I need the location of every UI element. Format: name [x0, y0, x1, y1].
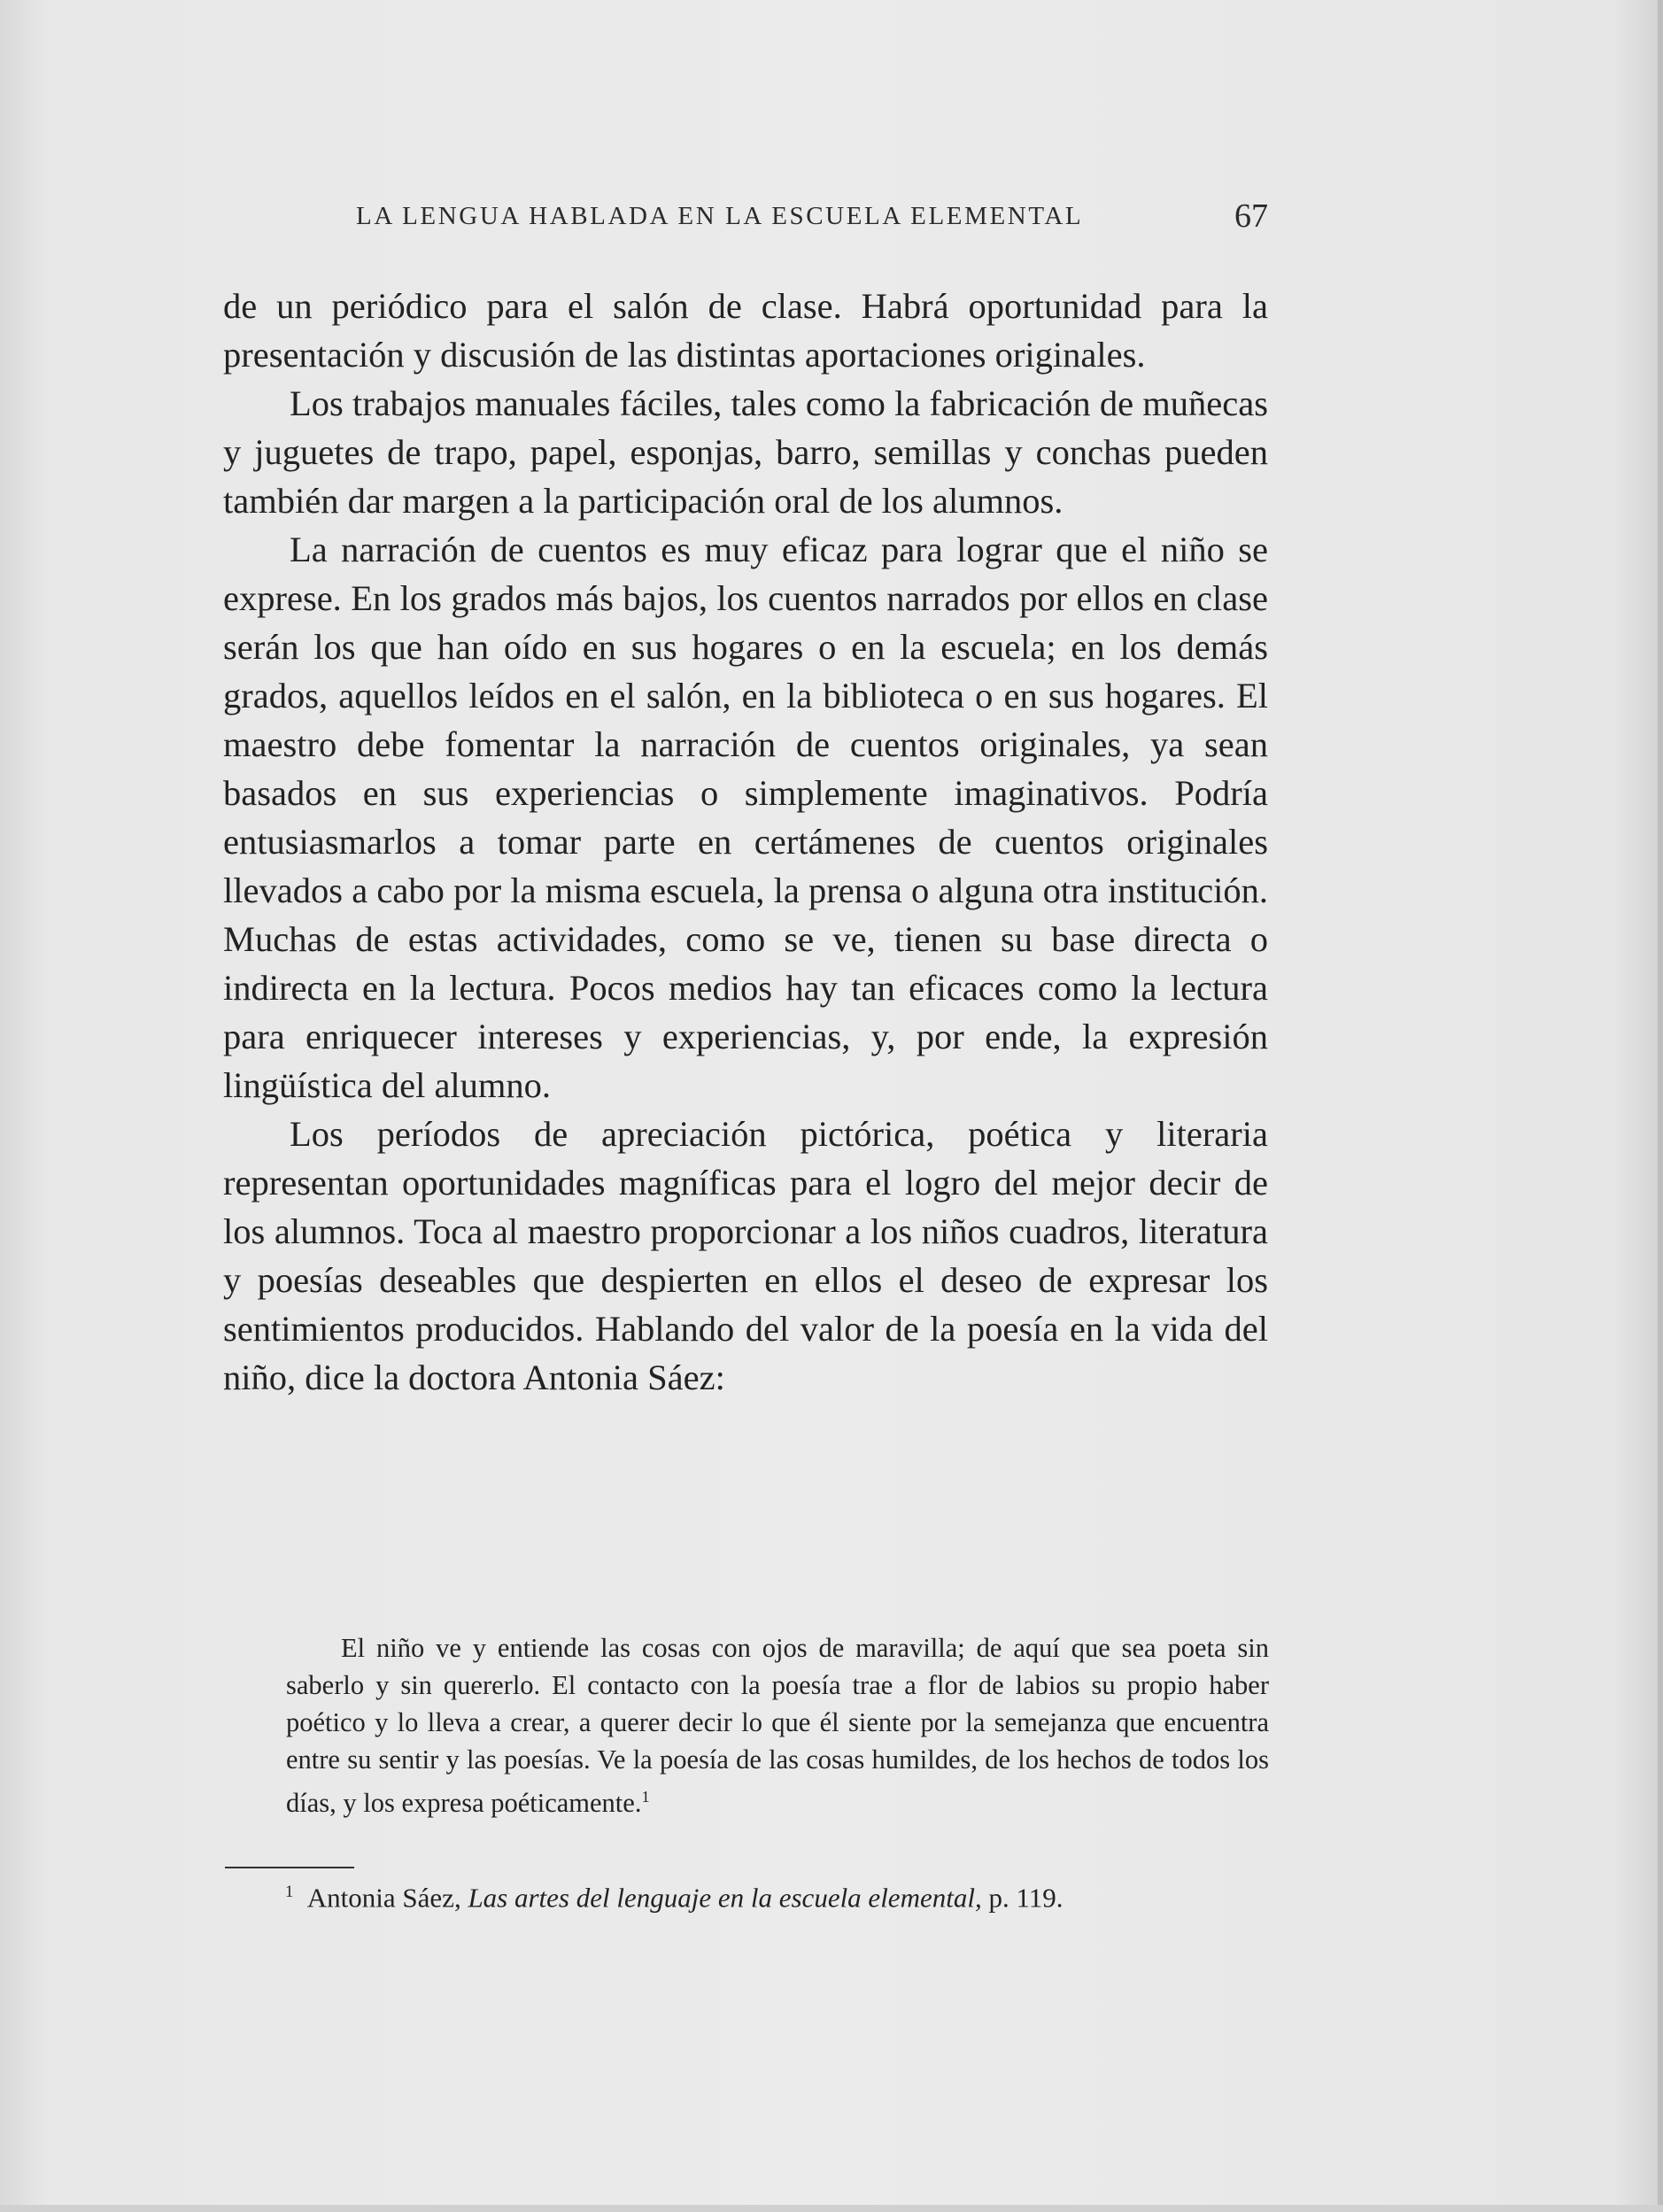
page-bottom-edge: [0, 2205, 1663, 2212]
paragraph: Los períodos de apreciación pictórica, poética y literaria representan oportunidades magníficas para el logro del mejor decir de los alumnos. Toca al maestro proporcionar a los niños cuadros, literatura y poesías deseables que despierten en ellos el deseo de expresar los sentimientos producidos. Hablando del valor de la poesía en la vida del niño, dice la doctora Antonia Sáez:: [223, 1114, 1268, 1397]
block-quote: [286, 1629, 1269, 1821]
body-text: [223, 282, 1268, 1402]
quote-paragraph: [286, 1629, 1269, 1821]
footnote-separator: [225, 1867, 354, 1868]
paragraph: de un periódico para el salón de clase. Habrá oportunidad para la presentación y discusión de las distintas aportaciones originales.: [223, 286, 1268, 375]
paragraph: La narración de cuentos es muy eficaz para lograr que el niño se exprese. En los grados más bajos, los cuentos narrados por ellos en clase serán los que han oído en sus hogares o en la escuela; en los demás grados, aquellos leídos en el salón, en la biblioteca o en sus hogares. El maestro debe fomentar la narración de cuentos originales, ya sean basados en sus experiencias o simplemente imaginativos. Podría entusiasmarlos a tomar parte en certámenes de cuentos originales llevados a cabo por la misma escuela, la prensa o alguna otra institución. Muchas de estas actividades, como se ve, tienen su base directa o indirecta en la lectura. Pocos medios hay tan eficaces como la lectura para enriquecer intereses y experiencias, y, por ende, la expresión lingüística del alumno.: [223, 530, 1268, 1105]
running-title: LA LENGUA HABLADA EN LA ESCUELA ELEMENTAL: [356, 202, 1084, 230]
paragraph: Los trabajos manuales fáciles, tales como la fabricación de muñecas y juguetes de trapo, papel, esponjas, barro, semillas y conchas pueden también dar margen a la participación oral de los alumnos.: [223, 383, 1268, 521]
footnote-page: p. 119.: [988, 1882, 1064, 1914]
footnote-book-title: Las artes del lenguaje en la escuela elemental,: [468, 1882, 982, 1914]
page-edge-shadow: [1658, 0, 1663, 2212]
footnote-marker: 1: [285, 1883, 294, 1901]
footnote-paragraph: [223, 1872, 1268, 1918]
footnote-author: Antonia Sáez,: [306, 1882, 461, 1914]
page-header: [356, 197, 1268, 241]
quote-text: El niño ve y entiende las cosas con ojos de maravilla; de aquí que sea poeta sin saberlo y sin quererlo. El contacto con la poesía trae a flor de labios su propio haber poético y lo lleva a crear, a querer decir lo que él siente por la semejanza que encuentra entre su sentir y las poesías. Ve la poesía de las cosas humildes, de los hechos de todos los días, y los expresa poéticamente.: [286, 1633, 1269, 1819]
page-number: 67: [1234, 197, 1268, 235]
footnote: [223, 1872, 1268, 1918]
footnote-reference: 1: [641, 1788, 650, 1806]
